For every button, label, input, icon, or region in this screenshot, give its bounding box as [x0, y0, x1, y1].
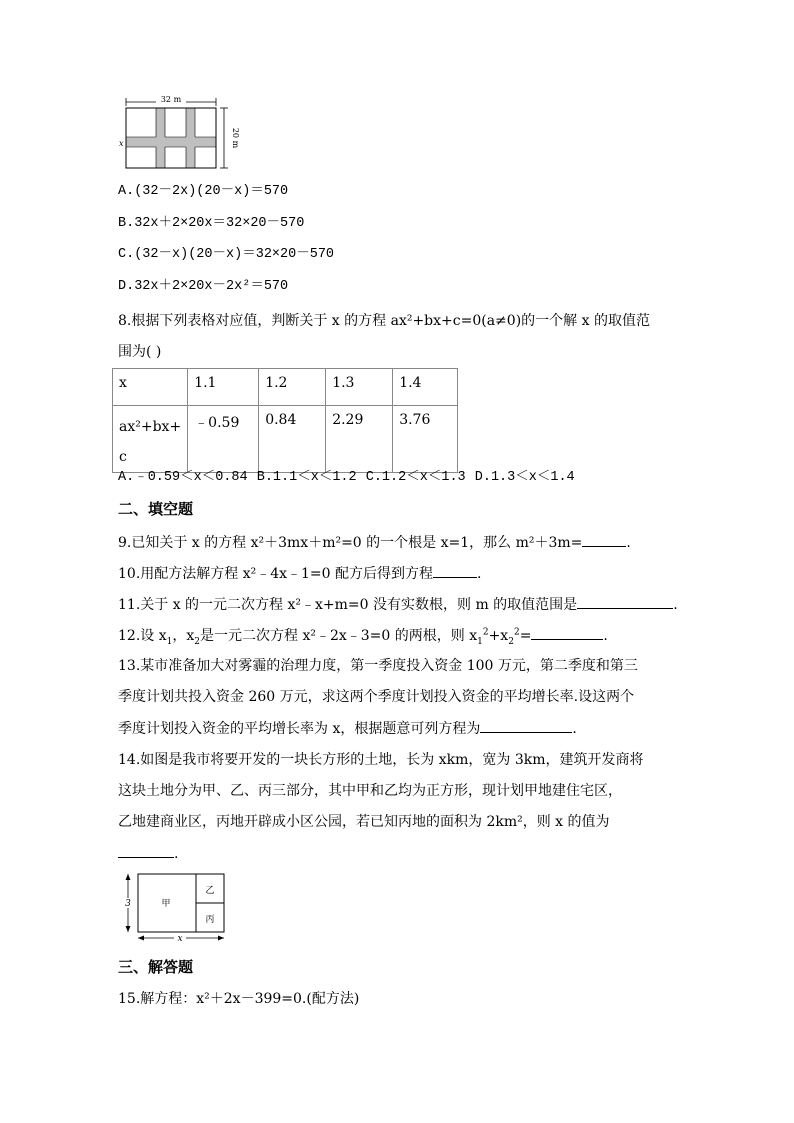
land-division-figure [118, 870, 236, 944]
q14-line2: 这块土地分为甲、乙、丙三部分，其中甲和乙均为正方形，现计划甲地建住宅区， [118, 783, 622, 799]
superscript: 2 [513, 627, 520, 638]
q12-text: ，x [172, 628, 195, 644]
q12 [118, 625, 608, 646]
section-title-answers: 三、解答题 [118, 958, 194, 976]
q10 [118, 563, 481, 584]
q9 [118, 532, 631, 553]
q8-stem-line2: 围为( ) [118, 344, 162, 360]
q11 [118, 594, 678, 615]
answer-blank[interactable] [118, 843, 174, 858]
road-width-label: x [119, 139, 124, 148]
q8-value-table [112, 368, 458, 473]
q13-line1: 13.某市准备加大对雾霾的治理力度，第一季度投入资金 100 万元，第二季度和第三 [118, 658, 638, 674]
q8-stem-line1: 8.根据下列表格对应值，判断关于 x 的方程 ax²+bx+c=0(a≠0)的一个解 x 的取值范 [118, 313, 650, 329]
q9-end: . [626, 535, 631, 551]
region-yi-label: 乙 [205, 886, 215, 896]
answer-blank[interactable] [433, 563, 477, 578]
q8-options: A.﹣0.59＜x＜0.84 B.1.1＜x＜1.2 C.1.2＜x＜1.3 D.1.3＜x＜1.4 [118, 470, 575, 485]
q13-line3 [118, 718, 577, 739]
table-cell: x [113, 369, 188, 406]
q14-line1: 14.如图是我市将要开发的一块长方形的土地，长为 xkm，宽为 3km，建筑开发商将 [118, 752, 644, 768]
table-cell: 0.84 [259, 406, 326, 473]
side-dimension-label: 20 m [231, 127, 240, 149]
q11-end: . [673, 597, 678, 613]
top-dimension-label: 32 m [160, 95, 182, 104]
q7-option-a: A.(32－2x)(20－x)＝570 [118, 184, 289, 199]
field [126, 108, 216, 168]
q10-end: . [477, 566, 482, 582]
subscript: 2 [194, 636, 200, 647]
table-cell: 2.29 [326, 406, 393, 473]
width-label: x [177, 934, 183, 944]
row-label-line2: c [119, 449, 127, 465]
table-cell: 1.2 [259, 369, 326, 406]
answer-blank[interactable] [577, 594, 673, 609]
q13-line2: 季度计划共投入资金 260 万元，求这两个季度计划投入资金的平均增长率.设这两个 [118, 689, 635, 705]
width-dimension [138, 933, 224, 944]
section-title-fill-in: 二、填空题 [118, 500, 194, 518]
q14-line4 [118, 843, 178, 864]
q12-end: . [603, 628, 608, 644]
height-dimension [123, 874, 133, 932]
q12-text: 是一元二次方程 x²﹣2x﹣3=0 的两根，则 x [200, 628, 478, 644]
answer-blank[interactable] [582, 532, 626, 547]
table-cell: 1.1 [188, 369, 259, 406]
q14-end: . [174, 846, 179, 862]
q12-text: = [519, 628, 532, 644]
region-jia-label: 甲 [161, 899, 171, 909]
subscript: 1 [166, 636, 173, 647]
table-cell: ﹣0.59 [188, 406, 259, 473]
q13-text: 季度计划投入资金的平均增长率为 x，根据题意可列方程为 [118, 721, 481, 737]
road-field-figure [116, 92, 246, 176]
superscript: 2 [482, 627, 489, 638]
height-label: 3 [125, 899, 131, 909]
region-bing-label: 丙 [205, 915, 215, 925]
row-label-line1: ax²+bx+ [119, 419, 182, 435]
subscript: 2 [508, 636, 514, 647]
q7-option-c: C.(32－x)(20－x)＝32×20－570 [118, 247, 335, 262]
table-cell: 1.4 [393, 369, 458, 406]
q12-text: 12.设 x [118, 628, 167, 644]
side-dimension [220, 108, 240, 168]
subscript: 1 [477, 636, 483, 647]
q13-end: . [572, 721, 577, 737]
table-row [113, 406, 458, 473]
q10-text: 10.用配方法解方程 x²﹣4x﹣1=0 配方后得到方程 [118, 566, 434, 582]
q11-text: 11.关于 x 的一元二次方程 x²﹣x+m=0 没有实数根，则 m 的取值范围是 [118, 597, 578, 613]
q7-option-d: D.32x＋2×20x－2x²＝570 [118, 279, 289, 294]
q7-option-b: B.32x＋2×20x＝32×20－570 [118, 216, 305, 231]
q14-line3: 乙地建商业区，丙地开辟成小区公园，若已知丙地的面积为 2km²，则 x 的值为 [118, 814, 610, 830]
q9-text: 9.已知关于 x 的方程 x²＋3mx＋m²=0 的一个根是 x=1，那么 m²＋3m= [118, 535, 583, 551]
answer-blank[interactable] [480, 718, 572, 733]
table-row [113, 369, 458, 406]
top-dimension [126, 93, 216, 106]
table-cell: 3.76 [393, 406, 458, 473]
table-cell: 1.3 [326, 369, 393, 406]
answer-blank[interactable] [531, 625, 603, 640]
table-cell [113, 406, 188, 473]
q12-text: +x [488, 628, 509, 644]
q15: 15.解方程：x²＋2x－399=0.(配方法) [118, 991, 360, 1007]
